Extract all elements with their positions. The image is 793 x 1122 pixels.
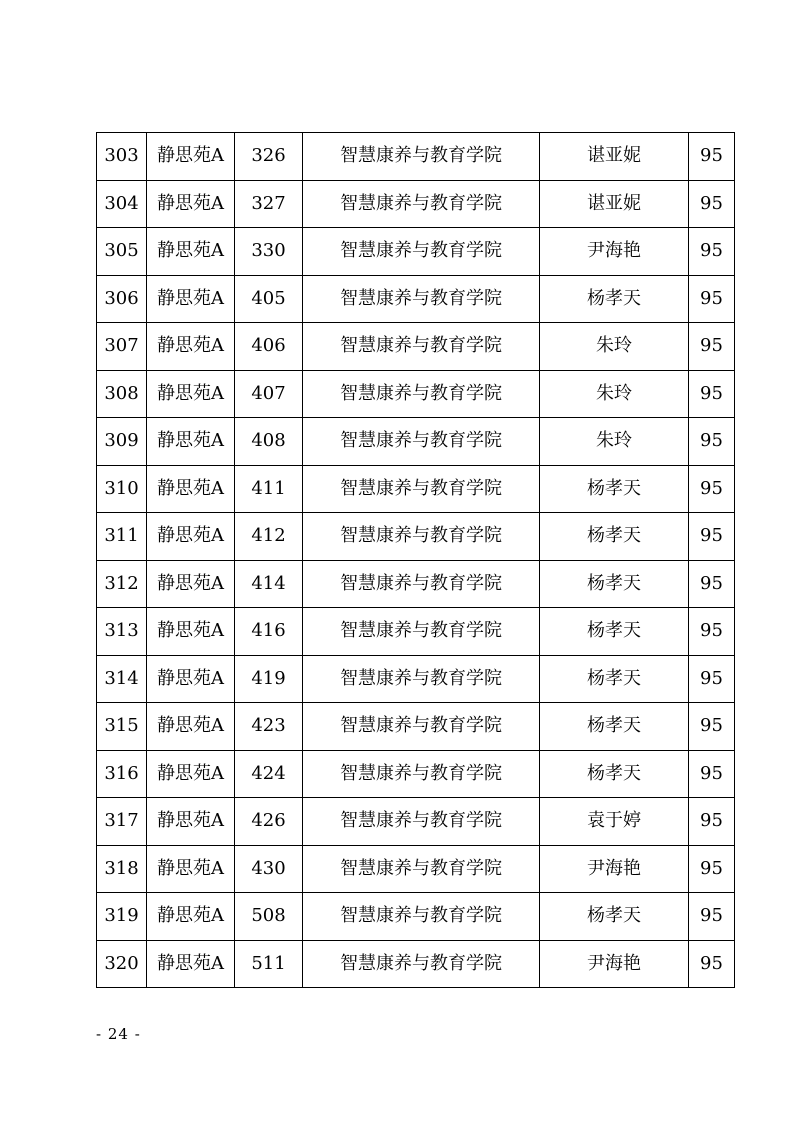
cell-room-number: 511 bbox=[235, 940, 303, 988]
cell-college: 智慧康养与教育学院 bbox=[303, 513, 540, 561]
cell-college: 智慧康养与教育学院 bbox=[303, 275, 540, 323]
cell-building: 静思苑A bbox=[147, 750, 235, 798]
cell-score: 95 bbox=[689, 180, 735, 228]
cell-sequence-number: 310 bbox=[97, 465, 147, 513]
table-row bbox=[97, 513, 735, 561]
table-row bbox=[97, 940, 735, 988]
cell-room-number: 424 bbox=[235, 750, 303, 798]
cell-sequence-number: 303 bbox=[97, 133, 147, 181]
table-row bbox=[97, 750, 735, 798]
cell-room-number: 407 bbox=[235, 370, 303, 418]
cell-sequence-number: 320 bbox=[97, 940, 147, 988]
table-row bbox=[97, 133, 735, 181]
cell-sequence-number: 315 bbox=[97, 703, 147, 751]
cell-sequence-number: 306 bbox=[97, 275, 147, 323]
cell-sequence-number: 318 bbox=[97, 845, 147, 893]
cell-room-number: 414 bbox=[235, 560, 303, 608]
cell-score: 95 bbox=[689, 275, 735, 323]
cell-score: 95 bbox=[689, 798, 735, 846]
cell-building: 静思苑A bbox=[147, 940, 235, 988]
cell-score: 95 bbox=[689, 845, 735, 893]
cell-college: 智慧康养与教育学院 bbox=[303, 228, 540, 276]
cell-score: 95 bbox=[689, 750, 735, 798]
table-row bbox=[97, 845, 735, 893]
cell-building: 静思苑A bbox=[147, 560, 235, 608]
cell-college: 智慧康养与教育学院 bbox=[303, 560, 540, 608]
cell-room-number: 423 bbox=[235, 703, 303, 751]
cell-sequence-number: 314 bbox=[97, 655, 147, 703]
table-row bbox=[97, 228, 735, 276]
cell-building: 静思苑A bbox=[147, 323, 235, 371]
cell-score: 95 bbox=[689, 228, 735, 276]
cell-counselor: 杨孝天 bbox=[540, 275, 689, 323]
cell-counselor: 尹海艳 bbox=[540, 228, 689, 276]
cell-counselor: 杨孝天 bbox=[540, 703, 689, 751]
cell-college: 智慧康养与教育学院 bbox=[303, 323, 540, 371]
cell-college: 智慧康养与教育学院 bbox=[303, 370, 540, 418]
cell-building: 静思苑A bbox=[147, 133, 235, 181]
cell-sequence-number: 317 bbox=[97, 798, 147, 846]
cell-college: 智慧康养与教育学院 bbox=[303, 940, 540, 988]
cell-college: 智慧康养与教育学院 bbox=[303, 133, 540, 181]
cell-score: 95 bbox=[689, 418, 735, 466]
cell-sequence-number: 313 bbox=[97, 608, 147, 656]
cell-college: 智慧康养与教育学院 bbox=[303, 418, 540, 466]
cell-room-number: 406 bbox=[235, 323, 303, 371]
cell-room-number: 419 bbox=[235, 655, 303, 703]
table-row bbox=[97, 370, 735, 418]
cell-building: 静思苑A bbox=[147, 845, 235, 893]
table-body bbox=[97, 133, 735, 988]
cell-score: 95 bbox=[689, 323, 735, 371]
cell-score: 95 bbox=[689, 133, 735, 181]
table-row bbox=[97, 180, 735, 228]
cell-sequence-number: 304 bbox=[97, 180, 147, 228]
cell-score: 95 bbox=[689, 893, 735, 941]
cell-sequence-number: 316 bbox=[97, 750, 147, 798]
cell-counselor: 杨孝天 bbox=[540, 893, 689, 941]
table-row bbox=[97, 560, 735, 608]
cell-college: 智慧康养与教育学院 bbox=[303, 845, 540, 893]
cell-building: 静思苑A bbox=[147, 228, 235, 276]
cell-sequence-number: 311 bbox=[97, 513, 147, 561]
cell-counselor: 谌亚妮 bbox=[540, 180, 689, 228]
cell-counselor: 朱玲 bbox=[540, 370, 689, 418]
cell-sequence-number: 309 bbox=[97, 418, 147, 466]
cell-room-number: 408 bbox=[235, 418, 303, 466]
cell-room-number: 508 bbox=[235, 893, 303, 941]
table-row bbox=[97, 703, 735, 751]
cell-score: 95 bbox=[689, 608, 735, 656]
cell-counselor: 尹海艳 bbox=[540, 845, 689, 893]
cell-room-number: 411 bbox=[235, 465, 303, 513]
cell-score: 95 bbox=[689, 940, 735, 988]
cell-building: 静思苑A bbox=[147, 370, 235, 418]
cell-counselor: 袁于婷 bbox=[540, 798, 689, 846]
cell-college: 智慧康养与教育学院 bbox=[303, 180, 540, 228]
cell-counselor: 杨孝天 bbox=[540, 608, 689, 656]
cell-building: 静思苑A bbox=[147, 465, 235, 513]
cell-building: 静思苑A bbox=[147, 180, 235, 228]
table-row bbox=[97, 275, 735, 323]
page-number: - 24 - bbox=[96, 1025, 141, 1043]
cell-score: 95 bbox=[689, 703, 735, 751]
cell-college: 智慧康养与教育学院 bbox=[303, 465, 540, 513]
table-row bbox=[97, 465, 735, 513]
cell-building: 静思苑A bbox=[147, 275, 235, 323]
cell-college: 智慧康养与教育学院 bbox=[303, 608, 540, 656]
cell-building: 静思苑A bbox=[147, 703, 235, 751]
cell-score: 95 bbox=[689, 465, 735, 513]
table-row bbox=[97, 798, 735, 846]
cell-building: 静思苑A bbox=[147, 798, 235, 846]
table-row bbox=[97, 655, 735, 703]
cell-counselor: 杨孝天 bbox=[540, 465, 689, 513]
cell-college: 智慧康养与教育学院 bbox=[303, 703, 540, 751]
cell-sequence-number: 312 bbox=[97, 560, 147, 608]
table-row bbox=[97, 418, 735, 466]
cell-sequence-number: 308 bbox=[97, 370, 147, 418]
cell-counselor: 尹海艳 bbox=[540, 940, 689, 988]
table-row bbox=[97, 893, 735, 941]
cell-score: 95 bbox=[689, 560, 735, 608]
cell-college: 智慧康养与教育学院 bbox=[303, 893, 540, 941]
dormitory-score-table bbox=[96, 132, 735, 988]
cell-sequence-number: 319 bbox=[97, 893, 147, 941]
cell-score: 95 bbox=[689, 513, 735, 561]
cell-college: 智慧康养与教育学院 bbox=[303, 798, 540, 846]
cell-sequence-number: 307 bbox=[97, 323, 147, 371]
cell-counselor: 朱玲 bbox=[540, 418, 689, 466]
cell-room-number: 416 bbox=[235, 608, 303, 656]
table-row bbox=[97, 323, 735, 371]
cell-counselor: 谌亚妮 bbox=[540, 133, 689, 181]
cell-room-number: 430 bbox=[235, 845, 303, 893]
cell-sequence-number: 305 bbox=[97, 228, 147, 276]
cell-building: 静思苑A bbox=[147, 655, 235, 703]
cell-room-number: 327 bbox=[235, 180, 303, 228]
cell-room-number: 326 bbox=[235, 133, 303, 181]
cell-building: 静思苑A bbox=[147, 418, 235, 466]
cell-counselor: 朱玲 bbox=[540, 323, 689, 371]
cell-score: 95 bbox=[689, 655, 735, 703]
cell-building: 静思苑A bbox=[147, 513, 235, 561]
cell-counselor: 杨孝天 bbox=[540, 655, 689, 703]
cell-room-number: 426 bbox=[235, 798, 303, 846]
cell-college: 智慧康养与教育学院 bbox=[303, 655, 540, 703]
cell-score: 95 bbox=[689, 370, 735, 418]
cell-college: 智慧康养与教育学院 bbox=[303, 750, 540, 798]
cell-room-number: 330 bbox=[235, 228, 303, 276]
cell-building: 静思苑A bbox=[147, 608, 235, 656]
cell-room-number: 412 bbox=[235, 513, 303, 561]
cell-counselor: 杨孝天 bbox=[540, 560, 689, 608]
table-row bbox=[97, 608, 735, 656]
cell-counselor: 杨孝天 bbox=[540, 513, 689, 561]
cell-building: 静思苑A bbox=[147, 893, 235, 941]
cell-counselor: 杨孝天 bbox=[540, 750, 689, 798]
cell-room-number: 405 bbox=[235, 275, 303, 323]
